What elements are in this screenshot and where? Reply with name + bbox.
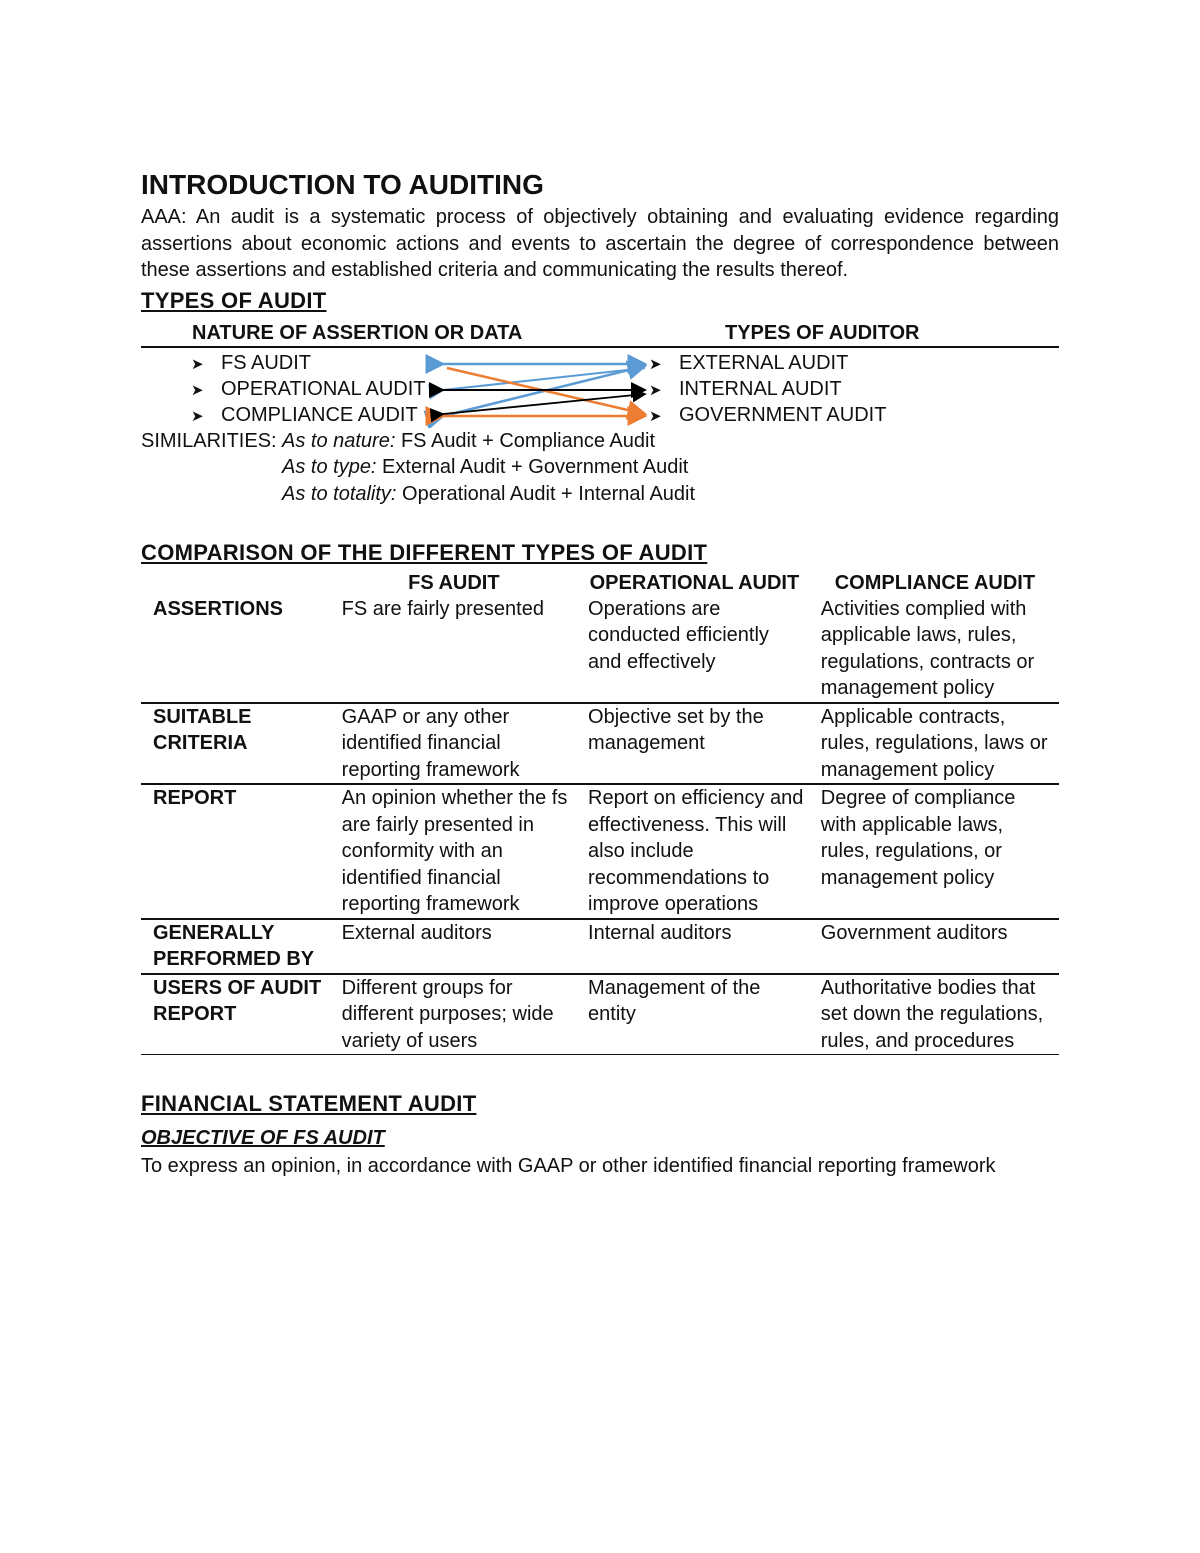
column-header: OPERATIONAL AUDIT <box>589 571 800 594</box>
table-cell: FS are fairly presented <box>330 596 578 703</box>
government-audit-label: GOVERNMENT AUDIT <box>679 403 887 426</box>
table-cell: External auditors <box>330 919 578 974</box>
similarity-lead: As to nature: <box>282 429 396 452</box>
table-cell: Internal auditors <box>578 919 811 974</box>
row-label: REPORT <box>141 784 330 919</box>
comparison-table <box>141 570 1059 1056</box>
table-row <box>141 596 1059 703</box>
similarity-line <box>282 454 688 481</box>
connection-arrows <box>141 348 1059 428</box>
similarities-block <box>141 428 1059 508</box>
arrow-bullet-icon: ➤ <box>649 381 662 399</box>
column-header <box>141 570 330 596</box>
column-header: COMPLIANCE AUDIT <box>834 571 1036 594</box>
operational-audit-label: OPERATIONAL AUDIT <box>221 377 426 400</box>
table-header-row <box>141 570 1059 596</box>
similarity-lead: As to totality: <box>282 482 397 505</box>
comparison-heading: COMPARISON OF THE DIFFERENT TYPES OF AUDIT <box>141 539 708 565</box>
table-cell: GAAP or any other identified financial reporting framework <box>330 703 578 785</box>
document-page <box>141 166 1059 1180</box>
arrow-bullet-icon: ➤ <box>191 407 204 425</box>
row-label: GENERALLY PERFORMED BY <box>141 919 330 974</box>
similarity-lead: As to type: <box>282 456 377 478</box>
table-cell: Objective set by the management <box>578 703 811 785</box>
table-cell: An opinion whether the fs are fairly presented in conformity with an identified financial reporting framework <box>330 784 578 919</box>
arrow-bullet-icon: ➤ <box>649 355 662 373</box>
table-cell: Degree of compliance with applicable laws, rules, regulations, or management policy <box>811 784 1059 919</box>
fs-audit-heading: FINANCIAL STATEMENT AUDIT <box>141 1091 477 1116</box>
table-cell: Management of the entity <box>578 974 811 1055</box>
similarity-text: External Audit + Government Audit <box>376 456 689 478</box>
similarity-text: FS Audit + Compliance Audit <box>395 429 655 452</box>
fs-audit-label: FS AUDIT <box>221 351 312 374</box>
arrow-operational-external <box>443 368 645 390</box>
row-label: SUITABLE CRITERIA <box>141 703 330 785</box>
compliance-audit-label: COMPLIANCE AUDIT <box>221 403 418 426</box>
auditor-header: TYPES OF AUDITOR <box>725 321 920 344</box>
arrow-bullet-icon: ➤ <box>191 355 204 373</box>
table-row <box>141 784 1059 919</box>
table-row <box>141 703 1059 785</box>
similarity-text: Operational Audit + Internal Audit <box>396 482 696 505</box>
types-header-row <box>141 320 1059 348</box>
internal-audit-label: INTERNAL AUDIT <box>679 377 842 400</box>
table-cell: Activities complied with applicable laws, rules, regulations, contracts or management policy <box>811 596 1059 703</box>
similarity-line <box>282 428 655 455</box>
table-row <box>141 919 1059 974</box>
table-cell: Applicable contracts, rules, regulations, laws or management policy <box>811 703 1059 785</box>
types-diagram <box>141 348 1059 428</box>
types-heading: TYPES OF AUDIT <box>141 287 327 313</box>
row-label: USERS OF AUDIT REPORT <box>141 974 330 1055</box>
similarities-label: SIMILARITIES: <box>141 429 277 452</box>
nature-header: NATURE OF ASSERTION OR DATA <box>192 321 523 344</box>
arrow-bullet-icon: ➤ <box>191 381 204 399</box>
table-cell: Different groups for different purposes; wide variety of users <box>330 974 578 1055</box>
table-cell: Operations are conducted efficiently and effectively <box>578 596 811 703</box>
arrow-compliance-internal <box>443 394 645 414</box>
table-cell: Government auditors <box>811 919 1059 974</box>
table-cell: Report on efficiency and effectiveness. This will also include recommendations to improve operations <box>578 784 811 919</box>
page-title: INTRODUCTION TO AUDITING <box>141 169 544 200</box>
arrow-bullet-icon: ➤ <box>649 407 662 425</box>
objective-text: To express an opinion, in accordance with GAAP or other identified financial reporting framework <box>141 1155 996 1177</box>
intro-paragraph: AAA: An audit is a systematic process of objectively obtaining and evaluating evidence regarding assertions about economic actions and events to ascertain the degree of correspondence between these assertions and established criteria and communicating the results thereof. <box>141 206 1059 281</box>
external-audit-label: EXTERNAL AUDIT <box>679 351 849 374</box>
similarity-line <box>282 481 695 508</box>
table-cell: Authoritative bodies that set down the regulations, rules, and procedures <box>811 974 1059 1055</box>
column-header: FS AUDIT <box>408 571 500 594</box>
objective-heading: OBJECTIVE OF FS AUDIT <box>141 1127 385 1149</box>
table-row <box>141 974 1059 1055</box>
row-label: ASSERTIONS <box>141 596 330 703</box>
